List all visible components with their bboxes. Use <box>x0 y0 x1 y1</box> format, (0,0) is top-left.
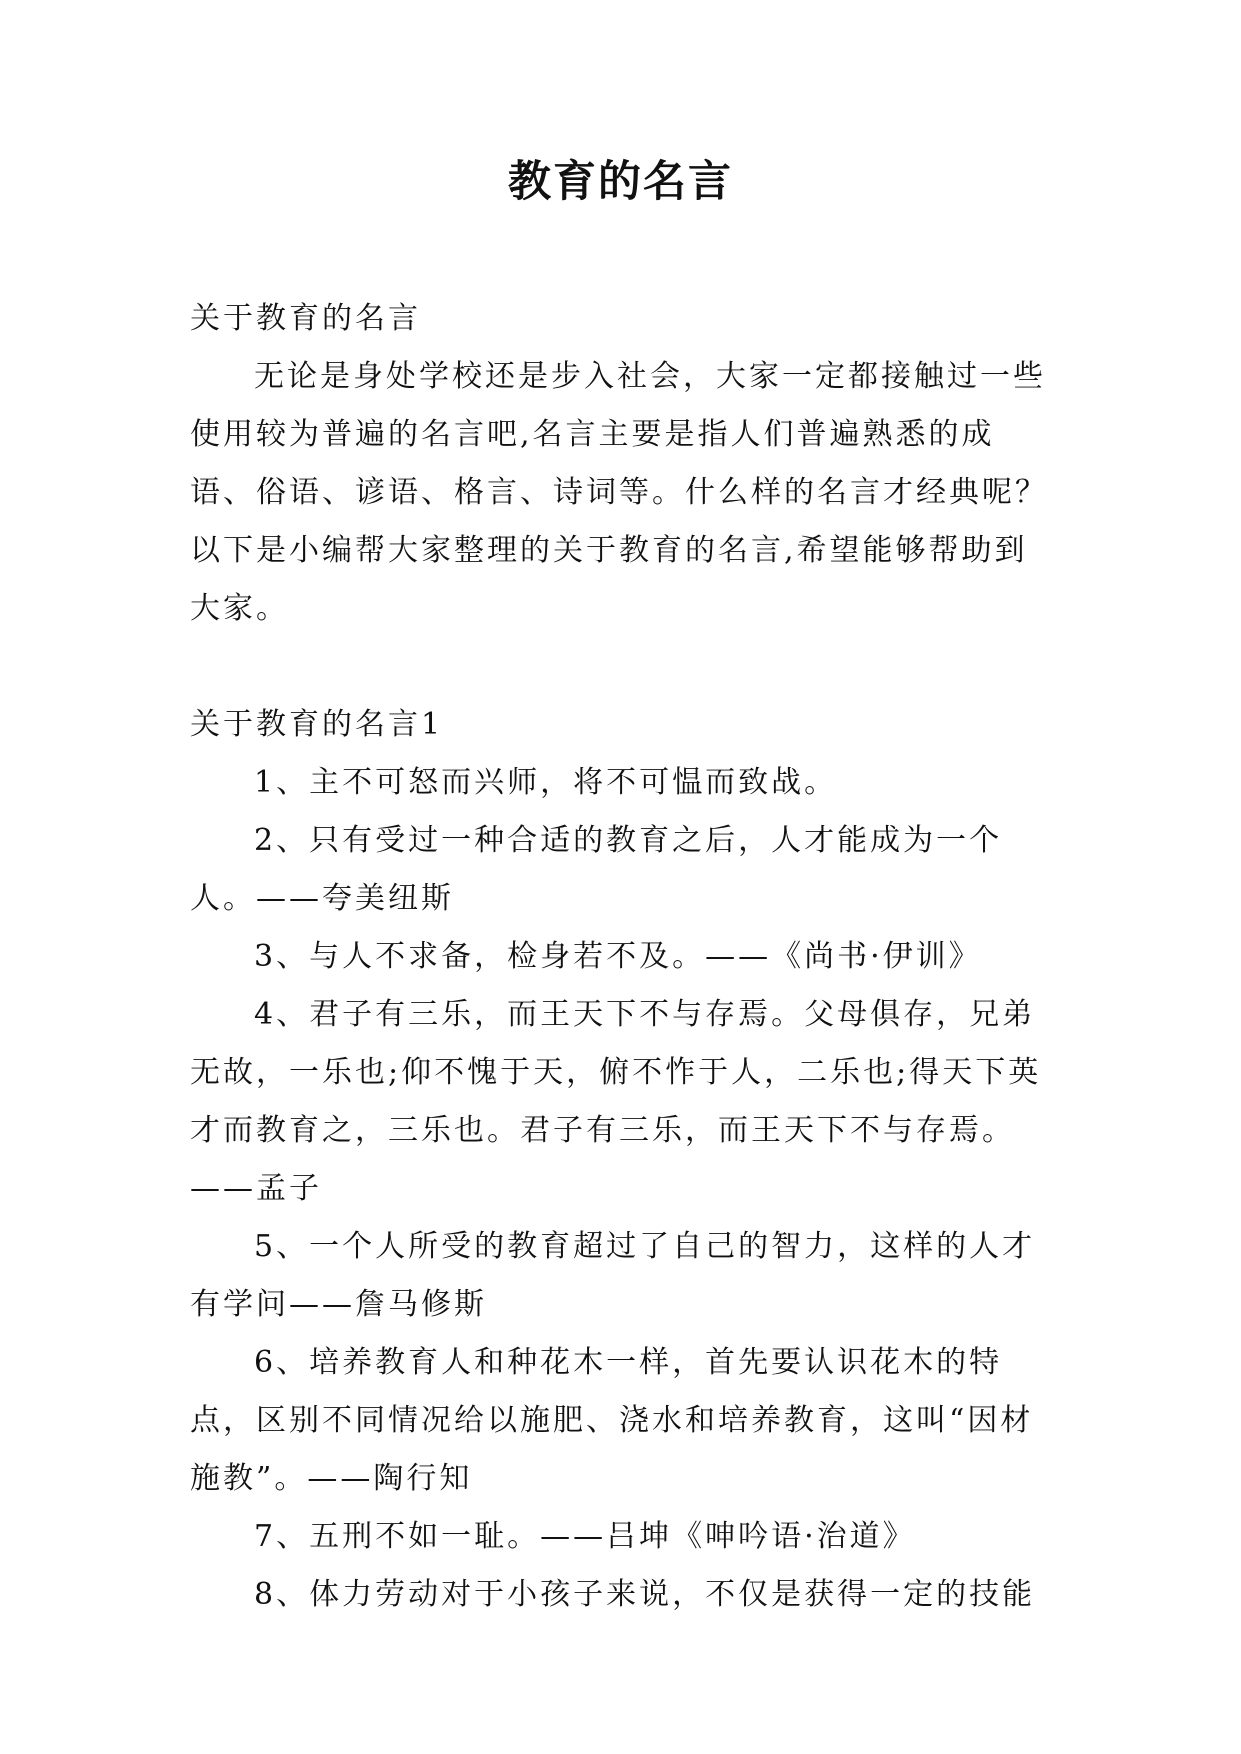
quote-item-8: 8、体力劳动对于小孩子来说，不仅是获得一定的技能 <box>254 1577 1036 1612</box>
quote-item-4: 4、君子有三乐，而王天下不与存焉。父母俱存，兄弟无故，一乐也;仰不愧于天，俯不怍于人，二乐也;得天下英才而教育之，三乐也。君子有三乐，而王天下不与存焉。——孟子 <box>190 997 1042 1206</box>
quote-item-6: 6、培养教育人和种花木一样，首先要认识花木的特点，区别不同情况给以施肥、浇水和培养教育，这叫“因材施教”。——陶行知 <box>190 1345 1034 1496</box>
quote-item-3: 3、与人不求备，检身若不及。——《尚书·伊训》 <box>254 939 982 974</box>
section-heading: 关于教育的名言1 <box>190 707 444 742</box>
document-body <box>190 290 1060 1624</box>
quote-item-5: 5、一个人所受的教育超过了自己的智力，这样的人才有学问——詹马修斯 <box>190 1229 1036 1322</box>
document-title: 教育的名言 <box>508 157 733 207</box>
paragraph-spacer <box>190 638 1060 696</box>
quote-item-1: 1、主不可怒而兴师，将不可愠而致战。 <box>254 765 838 800</box>
quote-item-7: 7、五刑不如一耻。——吕坤《呻吟语·治道》 <box>254 1519 916 1554</box>
intro-paragraph: 无论是身处学校还是步入社会，大家一定都接触过一些使用较为普遍的名言吧,名言主要是指人们普遍熟悉的成语、俗语、谚语、格言、诗词等。什么样的名言才经典呢？以下是小编帮大家整理的关于教育的名言,希望能够帮助到大家。 <box>190 359 1048 626</box>
quote-item-2: 2、只有受过一种合适的教育之后，人才能成为一个人。——夸美纽斯 <box>190 823 1003 916</box>
subtitle-heading: 关于教育的名言 <box>190 301 421 336</box>
